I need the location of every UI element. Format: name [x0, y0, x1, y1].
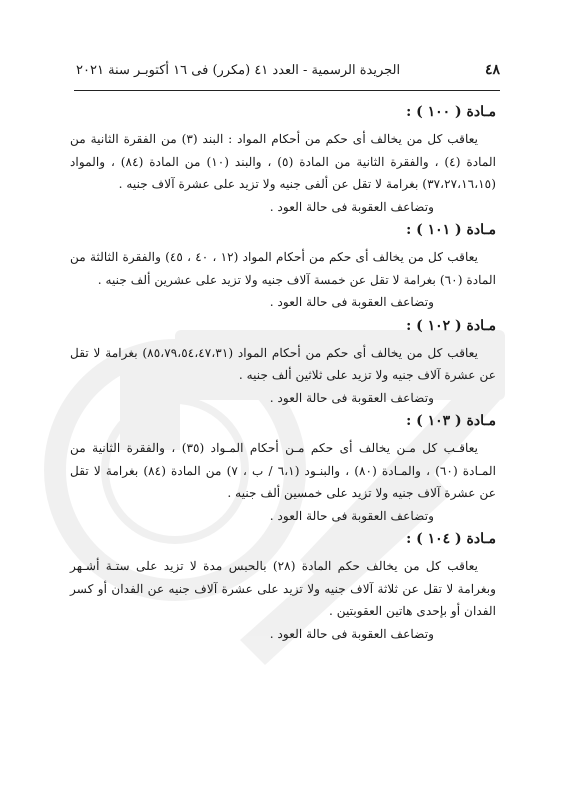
- article-paragraph: يعاقب كل من يخالف أى حكم من أحكام المواد : البند (٣) من الفقرة الثانية من المادة (٤) ، والفقرة الثانية من المادة (٥) ، والبند (١٠) من المادة (٨٤) ، والمواد (٣٧،٢٧،١٦،١٥) بغرامة لا تقل عن ألفى جنيه ولا تزيد على عشرة آلاف جنيه .: [70, 132, 497, 191]
- article: [70, 220, 496, 314]
- article-paragraph: يعاقـب كل مـن يخالف أى حكم مـن أحكام المـواد (٣٥) ، والفقرة الثانية من المـادة (٦٠) ، والمـادة (٨٠) ، والبنـود (٦،١ / ب ، ٧) من المادة (٨٤) بغرامة لا تقل عن عشرة آلاف جنيه ولا تزيد على خمسين ألف جنيه .: [70, 441, 497, 500]
- article: [70, 529, 496, 645]
- articles-body: [70, 100, 496, 645]
- article-title: مـادة ( ١٠٢ ) :: [406, 317, 496, 334]
- article-closing: وتضاعف العقوبة فى حالة العود .: [269, 295, 434, 309]
- article-closing: وتضاعف العقوبة فى حالة العود .: [269, 390, 434, 405]
- article: [70, 316, 496, 410]
- article-title: مـادة ( ١٠٠ ) :: [406, 104, 496, 120]
- article-paragraph: يعاقب كل من يخالف حكم المادة (٢٨) بالحبس مدة لا تزيد على ستـة أشـهر وبغرامة لا تقل عن ثلاثة آلاف جنيه ولا تزيد على عشرة آلاف جنيه عن الفدان أو كسر الفدان أو بإحدى هاتين العقوبتين .: [70, 559, 496, 618]
- article-title: مـادة ( ١٠٤ ) :: [406, 531, 496, 547]
- gazette-title: الجريدة الرسمية - العدد ٤١ (مكرر) فى ١٦ أكتوبـر سنة ٢٠٢١: [76, 63, 401, 78]
- article-paragraph: يعاقب كل من يخالف أى حكم من أحكام المواد (١٢ ، ٤٠ ، ٤٥) والفقرة الثالثة من المادة (٦٠) بغرامة لا تقل عن خمسة آلاف جنيه ولا تزيد على عشرين ألف جنيه .: [70, 250, 496, 287]
- page-number: ٤٨: [484, 62, 500, 78]
- header-divider: [74, 90, 500, 91]
- article-title: مـادة ( ١٠١ ) :: [406, 222, 496, 238]
- article-closing: وتضاعف العقوبة فى حالة العود .: [269, 626, 434, 641]
- article-title: مـادة ( ١٠٣ ) :: [406, 413, 496, 429]
- article-closing: وتضاعف العقوبة فى حالة العود .: [269, 508, 434, 523]
- article: [70, 411, 496, 527]
- page-header: [74, 62, 500, 86]
- article: [70, 102, 496, 218]
- article-closing: وتضاعف العقوبة فى حالة العود .: [269, 199, 434, 214]
- article-paragraph: يعاقب كل من يخالف أى حكم من أحكام المواد (٨٥،٧٩،٥٤،٤٧،٣١) بغرامة لا تقل عن عشرة آلاف جنيه ولا تزيد على ثلاثين ألف جنيه .: [70, 345, 496, 382]
